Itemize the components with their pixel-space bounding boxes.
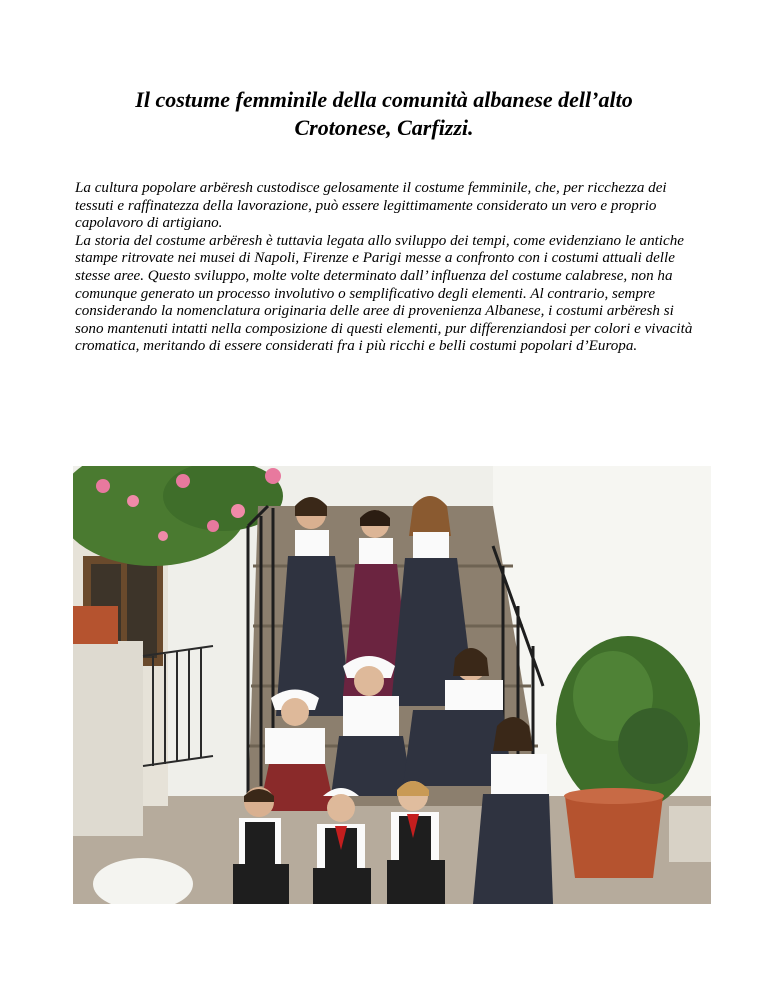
costume-photo (73, 466, 711, 904)
paragraph-2: La storia del costume arbëresh è tuttavia legata allo sviluppo dei tempi, come evidenziano le antiche stampe ritrovate nei musei di Napoli, Firenze e Parigi messe a confronto con i costumi attuali delle stesse aree. Questo sviluppo, molte volte determinato dall’ influenza del costume calabrese, non ha comunque generato un processo involutivo o semplificativo degli elementi. Al contrario, sempre considerando la nomenclatura originaria delle aree di provenienza Albanese, i costumi arbëresh si sono mantenuti intatti nella composizione di questi elementi, pur differenziandosi per colori e vivacità cromatica, meritando di essere considerati fra i più ricchi e belli costumi popolari d’Europa. (75, 232, 693, 355)
title-line-1: Il costume femminile della comunità albanese dell’alto (135, 87, 633, 112)
title-line-2: Crotonese, Carfizzi. (294, 115, 474, 140)
document-title (70, 86, 698, 142)
pillar-pot (73, 606, 118, 644)
document-body (75, 180, 705, 356)
pillar (73, 641, 143, 836)
small-planter (669, 806, 711, 862)
paragraph-1: La cultura popolare arbëresh custodisce gelosamente il costume femminile, che, per ricchezza dei tessuti e raffinatezza della lavorazione, può essere legittimamente considerato un vero e proprio capolavoro di artigiano. (75, 180, 667, 232)
costume-photo-illustration (73, 466, 711, 904)
